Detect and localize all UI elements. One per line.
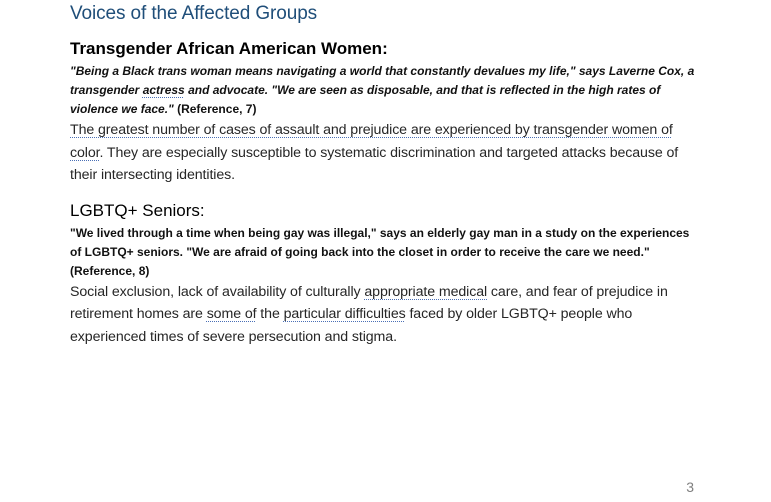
body-text: Social exclusion, lack of availability of culturally bbox=[70, 283, 365, 300]
quote-text: and advocate. "We are seen as disposable, and that is reflected in the high rates of violence we face." bbox=[70, 83, 661, 116]
body-paragraph bbox=[70, 281, 700, 349]
quote-reference: (Reference, 7) bbox=[173, 102, 257, 116]
section-title: Voices of the Affected Groups bbox=[70, 3, 318, 24]
body-flagged-phrase[interactable]: The greatest number of cases of assault and prejudice are experienced by transgender women of color bbox=[70, 122, 673, 161]
body-flagged-phrase[interactable]: some of bbox=[206, 306, 257, 322]
body-flagged-phrase[interactable]: particular difficulties bbox=[283, 306, 406, 322]
group-lgbtq-seniors bbox=[70, 200, 700, 349]
quote-text: "We lived through a time when being gay was illegal," says an elderly gay man in a study on the experiences of LGBTQ+ seniors. "We are afraid of going back into the closet in order to receive the care we need." bbox=[70, 225, 690, 259]
body-flagged-phrase[interactable]: appropriate medical bbox=[364, 283, 488, 300]
document-page bbox=[70, 0, 700, 348]
group-transgender-women bbox=[70, 38, 700, 187]
page-number: 3 bbox=[686, 479, 694, 495]
group-heading: Transgender African American Women: bbox=[70, 39, 388, 58]
body-text: care, and fear of prejudice in retirement homes are bbox=[70, 283, 668, 322]
quote-reference: (Reference, 8) bbox=[70, 263, 150, 278]
quote-flagged-word[interactable]: actress bbox=[142, 83, 185, 97]
body-text: faced by older LGBTQ+ people who experienced times of severe persecution and stigma. bbox=[70, 306, 633, 345]
body-text: . They are especially susceptible to systematic discrimination and targeted attacks because of their intersecting identities. bbox=[70, 144, 679, 183]
group-heading: LGBTQ+ Seniors: bbox=[70, 200, 205, 220]
quote-paragraph bbox=[70, 62, 700, 119]
quote-paragraph bbox=[70, 224, 700, 281]
body-paragraph bbox=[70, 119, 700, 187]
quote-text: "Being a Black trans woman means navigating a world that constantly devalues my life," says Laverne Cox, a transgender bbox=[70, 64, 695, 97]
body-text: the bbox=[256, 306, 284, 322]
